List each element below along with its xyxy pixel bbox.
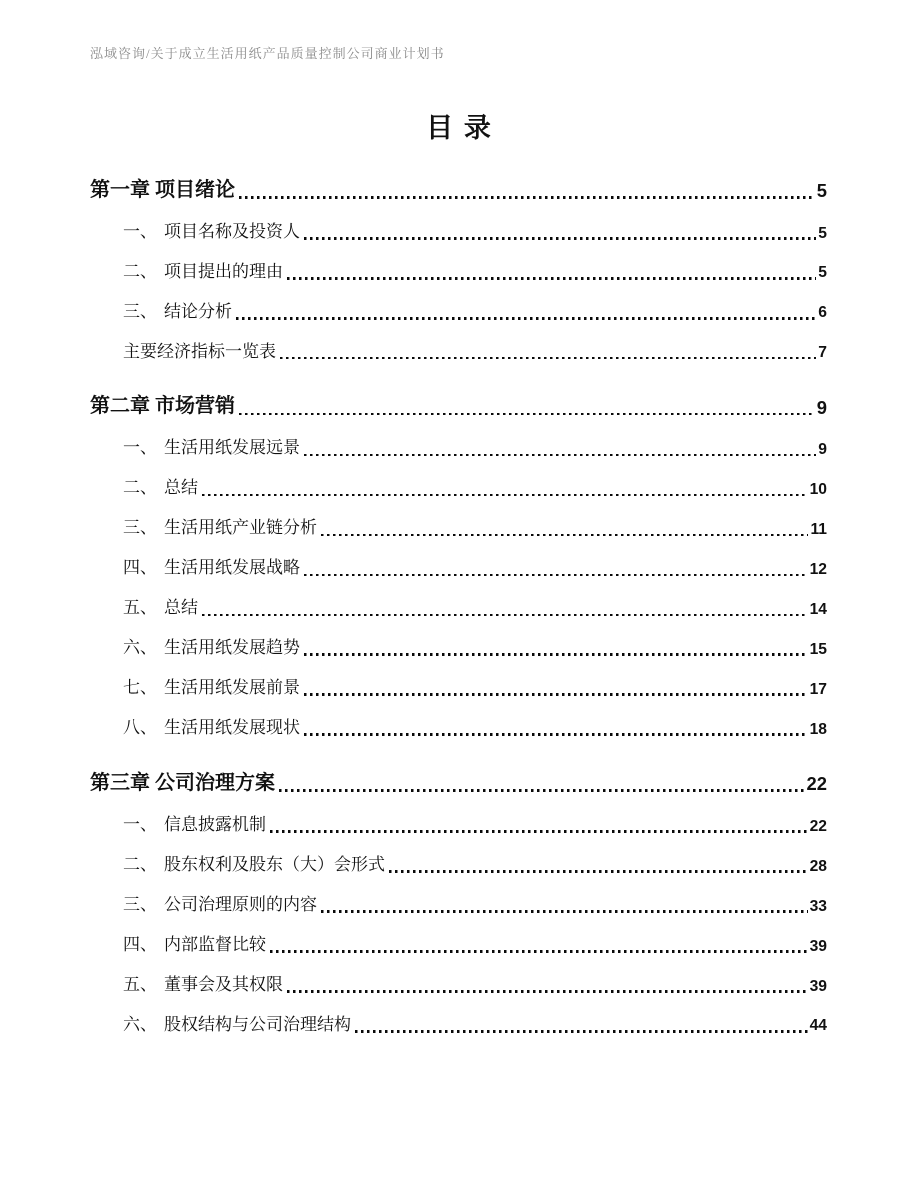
toc-entry-page-number: 7: [818, 344, 827, 362]
toc-entry-title: 内部监督比较: [164, 934, 266, 954]
toc-chapter-label: 第二章 市场营销: [90, 395, 235, 418]
toc-entry-number: 七、: [123, 678, 157, 698]
dot-leader: [239, 412, 815, 415]
toc-entry-page-number: 6: [818, 304, 827, 322]
toc-entry-title: 公司治理原则的内容: [164, 894, 317, 914]
toc-chapter-row[interactable]: [90, 393, 827, 420]
toc-entry-title: 主要经济指标一览表: [123, 341, 276, 361]
toc-entry-number: 二、: [123, 854, 157, 874]
toc-entry-number: 二、: [123, 261, 157, 281]
toc-entry-title: 生活用纸发展远景: [164, 438, 300, 458]
toc-entry-page-number: 9: [818, 441, 827, 459]
dot-leader: [239, 196, 815, 199]
dot-leader: [304, 237, 816, 240]
toc-chapter-group: [90, 393, 827, 740]
toc-entry-page-number: 33: [809, 897, 827, 915]
toc-entry-row[interactable]: [90, 221, 827, 244]
toc-entry-page-number: 39: [809, 937, 827, 955]
dot-leader: [202, 613, 808, 616]
toc-entry-row[interactable]: [90, 477, 827, 500]
dot-leader: [280, 356, 816, 359]
dot-leader: [270, 830, 808, 833]
toc-entry-number: 四、: [123, 558, 157, 578]
toc-entry-title: 生活用纸发展趋势: [164, 638, 300, 658]
dot-leader: [287, 990, 808, 993]
toc-entry-page-number: 5: [818, 224, 827, 242]
dot-leader: [270, 950, 808, 953]
dot-leader: [304, 573, 808, 576]
toc-entry-row[interactable]: [90, 597, 827, 620]
toc-entry-number: 一、: [123, 438, 157, 458]
toc: [90, 177, 827, 1037]
toc-entry-row[interactable]: [90, 717, 827, 740]
toc-entry-page-number: 28: [809, 857, 827, 875]
toc-entry-title: 生活用纸发展现状: [164, 718, 300, 737]
toc-chapter-page-number: 5: [816, 179, 827, 201]
toc-entry-row[interactable]: [90, 894, 827, 917]
toc-entry-page-number: 12: [809, 561, 827, 579]
toc-entry-row[interactable]: [90, 557, 827, 580]
toc-chapter-page-number: 9: [816, 396, 827, 418]
toc-entry-page-number: 17: [809, 680, 827, 698]
dot-leader: [389, 870, 808, 873]
toc-entry-title: 项目提出的理由: [164, 261, 283, 281]
toc-entry-title: 总结: [164, 598, 198, 618]
dot-leader: [304, 733, 808, 736]
dot-leader: [355, 1030, 808, 1033]
toc-entry-number: 六、: [123, 638, 157, 658]
toc-entry-number: 五、: [123, 598, 157, 618]
toc-entry-row[interactable]: [90, 677, 827, 700]
dot-leader: [279, 789, 805, 792]
toc-entry-row[interactable]: [90, 637, 827, 660]
toc-entry-row[interactable]: [90, 437, 827, 460]
toc-entry-number: 五、: [123, 974, 157, 994]
toc-entry-number: 一、: [123, 814, 157, 834]
toc-entry-title: 生活用纸发展战略: [164, 558, 300, 578]
toc-entry-title: 生活用纸发展前景: [164, 678, 300, 698]
toc-entry-page-number: 10: [809, 481, 827, 499]
toc-entry-row[interactable]: [90, 934, 827, 957]
toc-entry-title: 股权结构与公司治理结构: [164, 1014, 351, 1034]
toc-entry-number: 四、: [123, 934, 157, 954]
toc-entry-row[interactable]: [90, 854, 827, 877]
toc-entry-page-number: 22: [809, 817, 827, 835]
toc-entry-number: 三、: [123, 301, 157, 321]
dot-leader: [321, 533, 808, 536]
toc-entry-page-number: 18: [809, 720, 827, 738]
toc-entry-title: 总结: [164, 478, 198, 498]
toc-entry-row[interactable]: [90, 974, 827, 997]
dot-leader: [304, 453, 816, 456]
toc-entry-number: 六、: [123, 1014, 157, 1034]
dot-leader: [321, 910, 808, 913]
toc-entry-number: 三、: [123, 518, 157, 538]
toc-entry-number: 一、: [123, 221, 157, 241]
toc-chapter-row[interactable]: [90, 177, 827, 204]
toc-entry-page-number: 44: [809, 1017, 827, 1035]
toc-entry-page-number: 14: [809, 601, 827, 619]
toc-chapter-row[interactable]: [90, 770, 827, 797]
toc-entry-title: 董事会及其权限: [164, 974, 283, 994]
toc-chapter-group: [90, 177, 827, 364]
toc-entry-number: 三、: [123, 894, 157, 914]
dot-leader: [287, 277, 816, 280]
document-header: 泓域咨询/关于成立生活用纸产品质量控制公司商业计划书: [90, 46, 445, 61]
toc-entry-row[interactable]: [90, 1014, 827, 1037]
toc-entry-page-number: 15: [809, 640, 827, 658]
dot-leader: [236, 317, 816, 320]
toc-entry-row[interactable]: [90, 814, 827, 837]
toc-entry-row[interactable]: [90, 517, 827, 540]
toc-entry-title: 结论分析: [164, 301, 232, 321]
toc-title-text: 目录: [426, 113, 502, 144]
toc-entry-row[interactable]: [90, 301, 827, 324]
toc-entry-page-number: 5: [818, 264, 827, 282]
toc-entry-page-number: 11: [810, 521, 827, 539]
toc-chapter-page-number: 22: [806, 773, 827, 795]
toc-entry-title: 信息披露机制: [164, 814, 266, 834]
toc-entry-title: 股东权利及股东（大）会形式: [164, 854, 385, 874]
toc-chapter-label: 第一章 项目绪论: [90, 178, 235, 201]
toc-chapter-label: 第三章 公司治理方案: [90, 771, 275, 794]
dot-leader: [304, 653, 808, 656]
toc-entry-number: 二、: [123, 478, 157, 498]
dot-leader: [304, 693, 808, 696]
toc-entry-title: 生活用纸产业链分析: [164, 518, 317, 538]
toc-entry-title: 项目名称及投资人: [164, 221, 300, 241]
toc-chapter-group: [90, 770, 827, 1037]
toc-title: [90, 110, 827, 146]
toc-entry-page-number: 39: [809, 977, 827, 995]
toc-entry-row[interactable]: [90, 261, 827, 284]
toc-entry-number: 八、: [123, 718, 157, 737]
toc-entry-row[interactable]: [90, 341, 827, 364]
dot-leader: [202, 493, 808, 496]
